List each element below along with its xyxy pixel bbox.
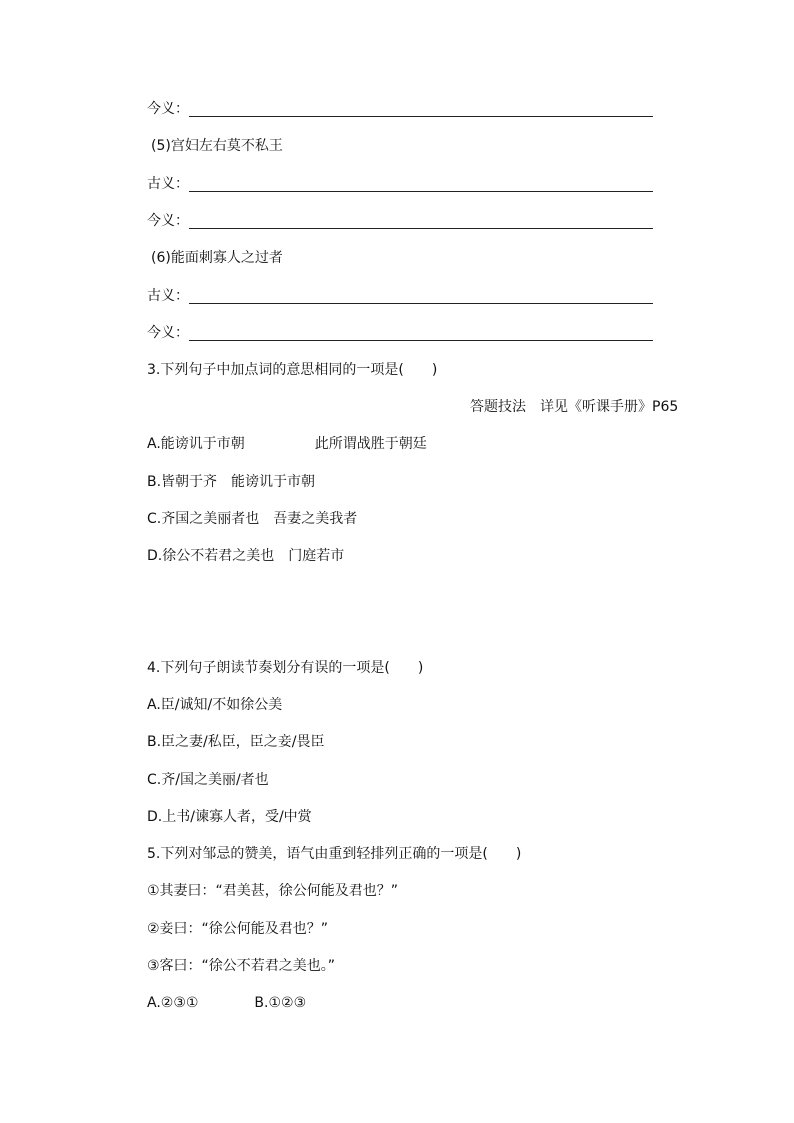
guyi-label: 古义： <box>147 176 189 192</box>
quote-2: ②妾曰：“徐公何能及君也？” <box>147 921 329 937</box>
question-5: 5.下列对邹忌的赞美，语气由重到轻排列正确的一项是( ) <box>147 846 522 862</box>
option-b: B.皆朝于齐 能谤讥于市朝 <box>147 474 316 490</box>
blank-row-jinyi-5 <box>147 211 653 231</box>
answer-line[interactable] <box>189 340 653 341</box>
blank-row-guyi-6 <box>147 286 653 306</box>
question-3: 3.下列句子中加点词的意思相同的一项是( ) <box>147 362 438 378</box>
quote-3: ③客曰：“徐公不若君之美也。” <box>147 958 336 974</box>
option-b: B.臣之妻/私臣，臣之妾/畏臣 <box>147 734 325 750</box>
option-a: A.臣/诚知/不如徐公美 <box>147 697 283 713</box>
blank-row-jinyi-1 <box>147 99 653 119</box>
jinyi-label: 今义： <box>147 213 189 229</box>
option-d: D.上书/谏寡人者，受/中赏 <box>147 809 312 825</box>
answer-line[interactable] <box>189 116 653 117</box>
option-d: D.徐公不若君之美也 门庭若市 <box>147 548 345 564</box>
jinyi-label: 今义： <box>147 325 189 341</box>
option-c: C.齐/国之美丽/者也 <box>147 772 269 788</box>
question-2-6: (6)能面刺寡人之过者 <box>151 250 283 266</box>
answer-options: A.②③① B.①②③ <box>147 995 307 1011</box>
answer-line[interactable] <box>189 303 653 304</box>
blank-row-guyi-5 <box>147 174 653 194</box>
blank-row-jinyi-6 <box>147 323 653 343</box>
option-c: C.齐国之美丽者也 吾妻之美我者 <box>147 511 358 527</box>
jinyi-label: 今义： <box>147 101 189 117</box>
answer-technique-hint: 答题技法 详见《听课手册》P65 <box>470 399 679 415</box>
guyi-label: 古义： <box>147 288 189 304</box>
answer-line[interactable] <box>189 228 653 229</box>
answer-line[interactable] <box>189 191 653 192</box>
question-4: 4.下列句子朗读节奏划分有误的一项是( ) <box>147 660 424 676</box>
quote-1: ①其妻曰：“君美甚，徐公何能及君也？” <box>147 883 399 899</box>
option-a: A.能谤讥于市朝 此所谓战胜于朝廷 <box>147 436 427 452</box>
question-2-5: (5)宫妇左右莫不私王 <box>151 138 283 154</box>
